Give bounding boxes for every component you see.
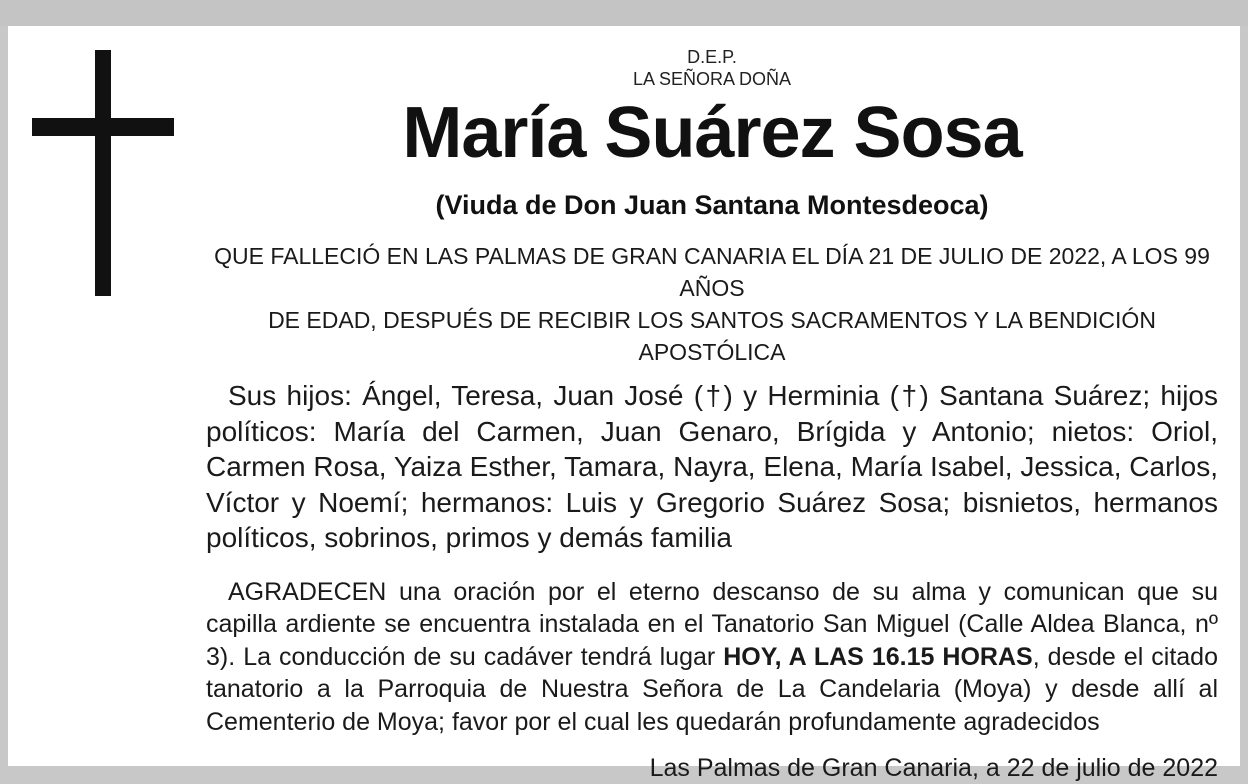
obituary-card [8, 26, 1240, 782]
dep-label: D.E.P. [687, 47, 737, 67]
place-date: Las Palmas de Gran Canaria, a 22 de julio de 2022 [649, 754, 1218, 782]
family-paragraph: Sus hijos: Ángel, Teresa, Juan José (†) y Herminia (†) Santana Suárez; hijos políticos: María del Carmen, Juan Genaro, Brígida y Antonio; nietos: Oriol, Carmen Rosa, Yaiza Esther, Tamara, Nayra, Elena, María Isabel, Jessica, Carlos, Víctor y Noemí; hermanos: Luis y Gregorio Suárez Sosa; bisnietos, hermanos políticos, sobrinos, primos y demás familia [206, 380, 1218, 553]
thanks-text-part-2: , desde el citado tanatorio a la Parroquia de Nuestra Señora de La Candelaria (Moya) y desde allí al Cementerio de Moya; favor por el cual les quedarán profundamente agradecidos [206, 642, 1218, 736]
thanks-text-part-1: AGRADECEN una oración por el eterno descanso de su alma y comunican que su capilla ardiente se encuentra instalada en el Tanatorio San Miguel (Calle Aldea Blanca, nº 3). La conducción de su cadáver tendrá lugar [206, 577, 1218, 671]
title-prefix: LA SEÑORA DOÑA [632, 69, 792, 89]
thanks-paragraph [206, 576, 1218, 739]
obituary-content [206, 46, 1218, 784]
cross-vertical-bar [95, 50, 111, 296]
death-notice [206, 240, 1218, 368]
death-notice-line-1: QUE FALLECIÓ EN LAS PALMAS DE GRAN CANARIA EL DÍA 21 DE JULIO DE 2022, A LOS 99 AÑOS [214, 243, 1210, 301]
funeral-time: HOY, A LAS 16.15 HORAS [723, 642, 1033, 671]
top-frame-strip [0, 0, 1248, 26]
cross-horizontal-bar [32, 118, 174, 136]
deceased-name: María Suárez Sosa [402, 93, 1022, 173]
death-notice-line-2: DE EDAD, DESPUÉS DE RECIBIR LOS SANTOS SACRAMENTOS Y LA BENDICIÓN APOSTÓLICA [268, 307, 1156, 365]
widow-subtitle: (Viuda de Don Juan Santana Montesdeoca) [435, 190, 989, 220]
